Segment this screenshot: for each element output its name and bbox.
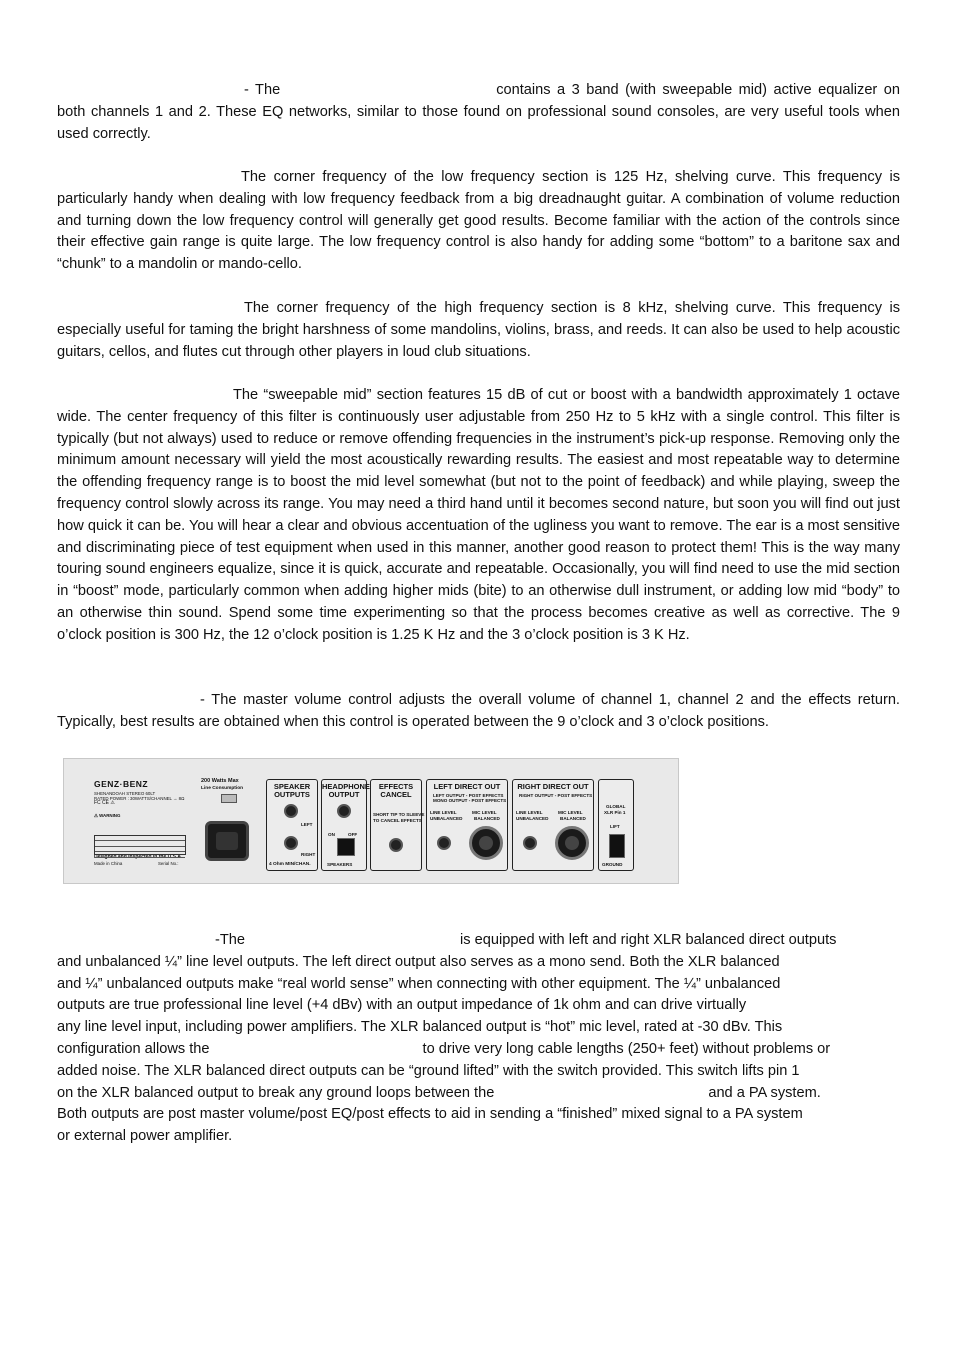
direct-line-5: any line level input, including power amplifiers. The XLR balanced output is “hot” mic level, rated at -30 dBv. This <box>57 1019 783 1036</box>
right-direct-out-section: RIGHT DIRECT OUT RIGHT OUTPUT - POST EFFECTS LINE LEVEL UNBALANCED MIC LEVEL BALANCED <box>512 779 594 871</box>
high-frequency-paragraph <box>57 298 900 363</box>
direct-line-8: on the XLR balanced output to break any ground loops between the and a PA system. <box>57 1084 821 1101</box>
watts-max-label: 200 Watts Max <box>201 778 239 784</box>
direct-outputs-paragraph <box>57 930 900 1148</box>
speaker-outputs-section: SPEAKER OUTPUTS LEFT RIGHT 4 Ohm MIN/CHAN. <box>266 779 318 871</box>
direct-line-3: and ¼” unbalanced outputs make “real world sense” when connecting with other equipment. The ¼” unbalanced <box>57 975 781 992</box>
power-inlet <box>205 821 249 861</box>
line-consumption-label: Line Consumption <box>201 786 244 791</box>
fuse-holder <box>221 794 237 803</box>
fuse-table <box>94 835 186 855</box>
low-frequency-paragraph <box>57 167 900 276</box>
right-xlr-connector <box>555 826 589 860</box>
eq-intro-paragraph <box>57 80 900 145</box>
low-frequency-text: The corner frequency of the low frequency section is 125 Hz, shelving curve. This frequency is particularly handy when dealing with low frequency feedback from a big dreadnaught guitar. A combination of volume reduction and turning down the low frequency control will generally get good results. Become familiar with the action of the controls since their effective gain range is quite large. The low frequency control is also handy for adding some “bottom” to a baritone sax and “chunk” to a mandolin or mando-cello. <box>57 169 900 273</box>
direct-line-1: -The is equipped with left and right XLR balanced direct outputs <box>215 932 837 948</box>
speaker-right-jack <box>284 836 298 850</box>
master-volume-paragraph <box>57 690 900 734</box>
effects-cancel-jack <box>389 838 403 852</box>
headphone-jack <box>337 804 351 818</box>
headphone-output-section: HEADPHONE OUTPUT ON OFF SPEAKERS <box>321 779 367 871</box>
high-frequency-text: The corner frequency of the high frequency section is 8 kHz, shelving curve. This frequency is especially useful for taming the bright harshness of some mandolins, violins, brass, and reeds. It can also be used to help acoustic guitars, cellos, and flutes cut through other players in loud club situations. <box>57 300 900 360</box>
right-line-jack <box>523 836 537 850</box>
direct-line-9: Both outputs are post master volume/post EQ/post effects to aid in sending a “finished” mixed signal to a PA system <box>57 1106 803 1123</box>
left-xlr-connector <box>469 826 503 860</box>
speaker-left-jack <box>284 804 298 818</box>
ground-lift-section: GLOBAL XLR Pin 1 LIFT GROUND <box>598 779 634 871</box>
direct-line-2: and unbalanced ¼” line level outputs. The left direct output also serves as a mono send. Both the XLR balanced <box>57 953 780 970</box>
direct-line-6: configuration allows the to drive very long cable lengths (250+ feet) without problems or <box>57 1040 831 1057</box>
direct-line-7: added noise. The XLR balanced direct outputs can be “ground lifted” with the switch provided. This switch lifts pin 1 <box>57 1062 800 1079</box>
eq-intro-text: contains a 3 band (with sweepable mid) active equalizer on both channels 1 and 2. These EQ networks, similar to those found on professional sound consoles, are very useful tools when used correctly. <box>57 82 900 142</box>
ground-lift-switch <box>609 834 625 858</box>
effects-cancel-section: EFFECTS CANCEL SHORT TIP TO SLEEVE TO CANCEL EFFECTS <box>370 779 422 871</box>
panel-brand-logo: GENZ·BENZ <box>94 779 149 789</box>
left-line-jack <box>437 836 451 850</box>
speaker-switch <box>337 838 355 856</box>
left-direct-out-section: LEFT DIRECT OUT LEFT OUTPUT - POST EFFECTS MONO OUTPUT - POST EFFECTS LINE LEVEL UNBALANCED MIC LEVEL BALANCED <box>426 779 508 871</box>
mid-frequency-paragraph <box>57 385 900 647</box>
rear-panel-image <box>63 758 679 884</box>
master-volume-text: - The master volume control adjusts the overall volume of channel 1, channel 2 and the effects return. Typically, best results are obtained when this control is operated between the 9 o’clock and 3 o’clock positions. <box>57 692 900 730</box>
panel-rating-label: SHENANDOAH STEREO 60LT RATED POWER : 30WATTS/CHANNEL → 8Ω FC CE ⚠ ⚠ WARNING Designed and Inspected in the U.S.A. Made in China Serial No.: <box>94 791 185 866</box>
eq-intro-lead: - The <box>244 82 281 98</box>
direct-line-10: or external power amplifier. <box>57 1128 233 1145</box>
mid-frequency-text: The “sweepable mid” section features 15 dB of cut or boost with a bandwidth approximately 1 octave wide. The center frequency of this filter is continuously user adjustable from 250 Hz to 5 kHz with a single control. This filter is typically (but not always) used to reduce or remove offending frequencies in the instrument’s pick-up response. Removing only the minimum amount necessary will yield the most acoustically rewarding results. The easiest and most repeatable way to determine the offending frequency range is to boost the mid level somewhat (but not to the point of feedback) and while playing, sweep the frequency control slowly across its range. You may need a third hand until it becomes second nature, but soon you will find out just how quick it can be. You will hear a clear and obvious accentuation of the ugliness you want to remove. The ear is a most sensitive and discriminating piece of test equipment when used in this manner, another good reason to protect them! This is the way many touring sound engineers equalize, since it is quick, accurate and repeatable. Occasionally, you will find need to use the mid section in “boost” mode, particularly common when adding higher mids (bite) to an otherwise dull instrument, or adding low mid “body” to an otherwise thin sound. Spend some time experimenting so that the process becomes creative as well as corrective. The 9 o’clock position is 300 Hz, the 12 o’clock position is 1.25 K Hz and the 3 o’clock position is 3 K Hz. <box>57 387 900 643</box>
direct-line-4: outputs are true professional line level (+4 dBv) with an output impedance of 1k ohm and can drive virtually <box>57 997 747 1014</box>
